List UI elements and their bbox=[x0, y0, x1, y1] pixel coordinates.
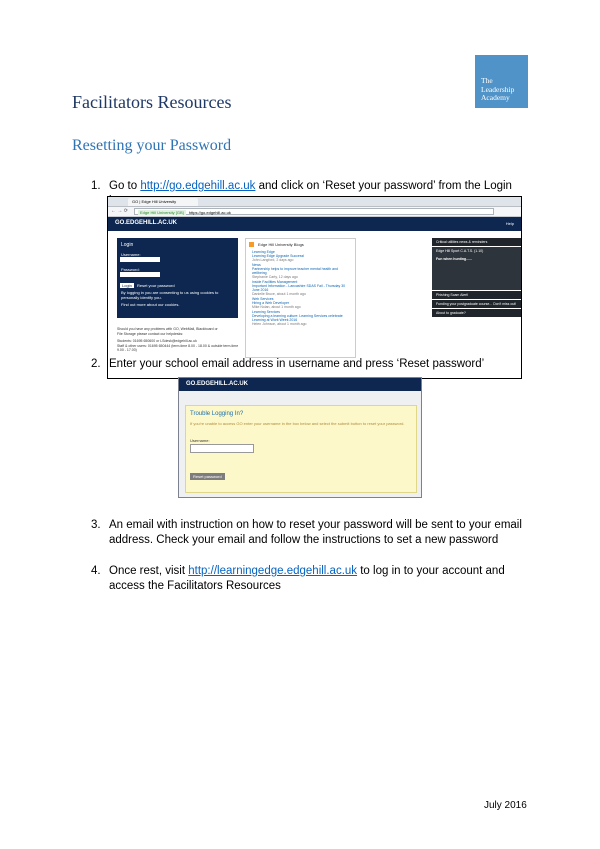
helpdesk-line-2: File Storage please contact our helpdesks: bbox=[117, 331, 184, 336]
logo-line-3: Academy bbox=[481, 93, 510, 102]
step-text: Enter your school email address in username and press ‘Reset password’ bbox=[109, 358, 485, 370]
step-text-line-1: An email with instruction on how to reset your password will be sent to your email bbox=[109, 519, 522, 531]
reset-password-link: Reset your password bbox=[137, 283, 175, 288]
step-text-end: and click on ‘Reset your password’ from the Login bbox=[258, 180, 512, 192]
step-number: 2. bbox=[91, 358, 101, 370]
username-input bbox=[120, 257, 160, 262]
news-fun: Fun when hunting...... bbox=[432, 255, 521, 290]
blog-item: Learning Services bbox=[252, 310, 281, 314]
blog-item: Developing a learning culture: Learning Services celebrate bbox=[252, 314, 343, 318]
password-label: Password: bbox=[121, 267, 140, 272]
ssl-label: Edge Hill University [GB] bbox=[140, 210, 184, 215]
logo-line-2: Leadership bbox=[481, 84, 515, 94]
reset-password-screenshot bbox=[178, 377, 422, 498]
go-login-screenshot bbox=[107, 196, 522, 379]
blog-item: wellbeing bbox=[252, 271, 267, 275]
step-4 bbox=[91, 564, 531, 594]
blog-item: Mike Nolan, about 1 month ago bbox=[252, 305, 301, 309]
nav-arrows-icon: ← → ⟳ bbox=[111, 208, 128, 214]
blog-item: Learning Edge Upgrade Success! bbox=[252, 254, 305, 258]
panel-description: If you're unable to access GO enter your username in the box below and select the submit button to reset your password. bbox=[190, 421, 405, 426]
blog-item: Learning at Work Week 2016 bbox=[252, 318, 298, 322]
blogs-panel bbox=[245, 238, 356, 358]
login-box bbox=[117, 238, 238, 318]
reset-password-button: Reset password bbox=[190, 473, 225, 480]
url-text: https://go.edgehill.ac.uk bbox=[188, 210, 231, 215]
news-phishing: Phishing Scam Alert! bbox=[432, 291, 521, 299]
news-critical: Critical utilities news & reminders bbox=[432, 238, 521, 246]
news-column bbox=[432, 238, 521, 341]
blog-item: Partnership helps to improve teacher mental health and bbox=[252, 267, 338, 271]
step-3 bbox=[91, 518, 531, 548]
help-link: Help bbox=[505, 221, 514, 226]
blog-item: Important Information - Lancashire SDAS Fail - Thursday 30 bbox=[252, 284, 346, 288]
news-graduate: About to graduate? bbox=[432, 309, 521, 317]
site-header: GO.EDGEHILL.AC.UK bbox=[179, 378, 421, 391]
blog-item: Inside Facilities Management bbox=[252, 280, 298, 284]
blog-item: Hiring a Web Developer bbox=[252, 301, 290, 305]
step-text-line-2: access the Facilitators Resources bbox=[109, 580, 281, 592]
step-text-end: to log in to your account and bbox=[357, 565, 505, 577]
cookies-link: Find out more about our cookies. bbox=[121, 302, 180, 307]
leadership-academy-logo bbox=[475, 55, 528, 108]
helpdesk-line-1: Should you have any problems with GO, WebMail, Blackboard or bbox=[117, 327, 218, 331]
step-2 bbox=[91, 357, 531, 372]
step-text-line-1 bbox=[109, 564, 505, 579]
page-title: Facilitators Resources bbox=[72, 92, 232, 112]
step-text-line-2: address. Check your email and follow the instructions to set a new password bbox=[109, 534, 499, 546]
blog-item: Danielle Bruce, about 1 month ago bbox=[252, 292, 306, 296]
cookie-notice: By logging in you are consenting to us using cookies to personally identify you. bbox=[121, 290, 219, 300]
site-header bbox=[108, 217, 521, 231]
password-input bbox=[120, 272, 160, 277]
browser-address-bar bbox=[108, 207, 521, 217]
step-text-start: Once rest, visit bbox=[109, 565, 189, 577]
blog-item: Helen Johnson, about 1 month ago bbox=[252, 322, 307, 326]
logo-line-1: The bbox=[481, 76, 493, 85]
blogs-title: Edge Hill University Blogs bbox=[258, 242, 304, 247]
news-sport: Edge Hill Sport C.A.T.S. (1.10) bbox=[432, 247, 521, 261]
news-funding: Funding your postgraduate course... Don't miss out! bbox=[432, 300, 521, 308]
step-number: 3. bbox=[91, 519, 101, 531]
students-contact: Students: 01695 650600 or LSdesk@edgehill.ac.uk bbox=[117, 339, 197, 343]
username-label: Username: bbox=[190, 438, 210, 443]
login-button: Login bbox=[122, 283, 132, 288]
site-brand: GO.EDGEHILL.AC.UK bbox=[115, 220, 178, 226]
rss-icon bbox=[249, 242, 254, 247]
browser-tab: GO | Edge Hill University bbox=[128, 198, 198, 206]
learningedge-link[interactable]: http://learningedge.edgehill.ac.uk bbox=[188, 565, 358, 577]
step-number: 1. bbox=[91, 180, 101, 192]
url-field bbox=[134, 208, 494, 215]
blog-item: News bbox=[252, 263, 261, 267]
step-1 bbox=[91, 179, 531, 194]
helpdesk-info bbox=[117, 327, 239, 353]
browser-tabbar bbox=[108, 197, 521, 207]
panel-title: Trouble Logging In? bbox=[190, 411, 244, 417]
blog-item: John Langford, 2 days ago bbox=[252, 258, 294, 262]
username-input bbox=[190, 444, 254, 453]
blog-item: Learning Edge bbox=[252, 250, 275, 254]
blog-item: June 2016 bbox=[252, 288, 269, 292]
login-title: Login bbox=[121, 242, 134, 248]
go-edgehill-link[interactable]: http://go.edgehill.ac.uk bbox=[140, 180, 256, 192]
trouble-login-panel bbox=[185, 405, 417, 493]
section-title: Resetting your Password bbox=[72, 137, 232, 154]
footer-date: July 2016 bbox=[484, 800, 527, 811]
blog-item: Web Services bbox=[252, 297, 274, 301]
blog-item: Stephanie Carty, 12 days ago bbox=[252, 275, 298, 279]
step-text-start: Go to bbox=[109, 180, 141, 192]
step-number: 4. bbox=[91, 565, 101, 577]
username-label: Username: bbox=[121, 252, 141, 257]
staff-contact: Staff & other users: 01695 650444 (term-time 8.00 - 18.00 & outside term-time 9.00 - 17.00) bbox=[117, 343, 239, 352]
